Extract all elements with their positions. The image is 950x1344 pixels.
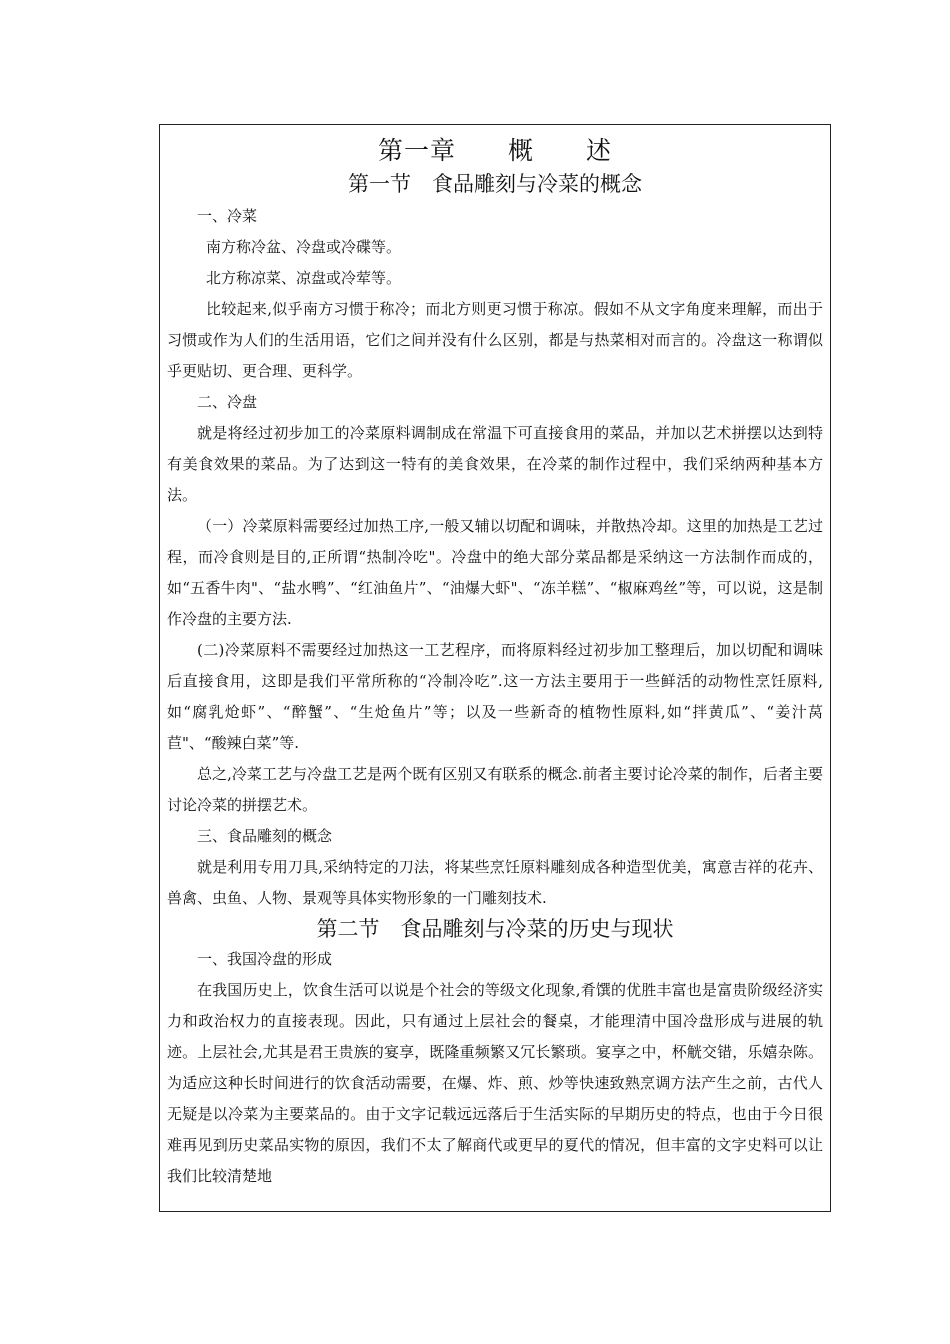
paragraph-summary: 总之,冷菜工艺与冷盘工艺是两个既有区别又有联系的概念.前者主要讨论冷菜的制作，后者主要讨论冷菜的拼摆艺术。 <box>167 765 823 814</box>
heading-cold-plate: 二、冷盘 <box>197 393 258 411</box>
paragraph-history: 在我国历史上，饮食生活可以说是个社会的等级文化现象,肴馔的优胜丰富也是富贵阶级经济实力和政治权力的直接表现。因此，只有通过上层社会的餐桌，才能理清中国冷盘形成与进展的轨迹。上层社会,尤其是君王贵族的宴享，既隆重频繁又冗长繁琐。宴享之中，杯觥交错，乐嬉杂陈。为适应这种长时间进行的饮食活动需要，在爆、炸、煎、炒等快速致熟烹调方法产生之前，古代人无疑是以冷菜为主要菜品的。由于文字记载远远落后于生活实际的早期历史的特点，也由于今日很难再见到历史菜品实物的原因，我们不太了解商代或更早的夏代的情况，但丰富的文字史料可以让我们比较清楚地 <box>167 981 823 1185</box>
document-body <box>167 135 823 1192</box>
paragraph-food-carving: 就是利用专用刀具,采纳特定的刀法，将某些烹饪原料雕刻成各种造型优美，寓意吉祥的花卉、兽禽、虫鱼、人物、景观等具体实物形象的一门雕刻技术. <box>167 858 823 907</box>
heading-cold-dish: 一、冷菜 <box>197 207 258 225</box>
section-2-title: 第二节 食品雕刻与冷菜的历史与现状 <box>316 917 674 941</box>
document-frame <box>159 124 831 1212</box>
paragraph-north-names: 北方称凉菜、凉盘或冷荤等。 <box>206 269 402 287</box>
paragraph-comparison: 比较起来,似乎南方习惯于称冷；而北方则更习惯于称凉。假如不从文字角度来理解，而出于习惯或作为人们的生活用语，它们之间并没有什么区别，都是与热菜相对而言的。冷盘这一称谓似乎更贴切、更合理、更科学。 <box>167 300 823 380</box>
paragraph-method-two: (二)冷菜原料不需要经过加热这一工艺程序，而将原料经过初步加工整理后，加以切配和调味后直接食用，这即是我们平常所称的“冷制冷吃”.这一方法主要用于一些鲜活的动物性烹饪原料,如“腐乳炝虾”、“醉蟹”、“生炝鱼片”等；以及一些新奇的植物性原料,如“拌黄瓜”、“姜汁莴苣"、“酸辣白菜”等. <box>167 641 823 752</box>
section-1-title: 第一节 食品雕刻与冷菜的概念 <box>348 172 642 196</box>
heading-food-carving: 三、食品雕刻的概念 <box>197 827 333 845</box>
paragraph-cold-plate-definition: 就是将经过初步加工的冷菜原料调制成在常温下可直接食用的菜品，并加以艺术拼摆以达到特有美食效果的菜品。为了达到这一特有的美食效果，在冷菜的制作过程中，我们采纳两种基本方法。 <box>167 424 823 504</box>
paragraph-south-names: 南方称冷盆、冷盘或冷碟等。 <box>206 238 402 256</box>
paragraph-method-one: （一）冷菜原料需要经过加热工序,一般又辅以切配和调味，并散热冷却。这里的加热是工艺过程，而冷食则是目的,正所谓“热制冷吃"。冷盘中的绝大部分菜品都是采纳这一方法制作而成的，如“五香牛肉"、“盐水鸭”、“红油鱼片”、“油爆大虾"、“冻羊糕”、“椒麻鸡丝”等，可以说，这是制作冷盘的主要方法. <box>167 517 823 628</box>
heading-cold-plate-formation: 一、我国冷盘的形成 <box>197 950 333 968</box>
chapter-title: 第一章 概 述 <box>377 136 612 165</box>
